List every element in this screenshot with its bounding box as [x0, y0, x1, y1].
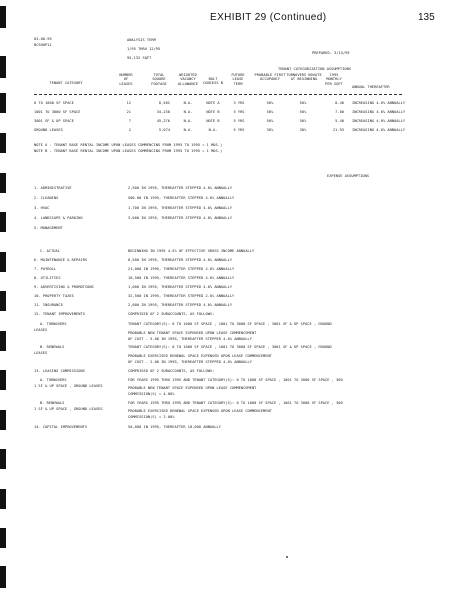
assumption-value: 8,500 IN 1995, THEREAFTER STEPPED 4.0% ANNUALLY: [128, 258, 233, 262]
assumption-value: OF COST - 2.00 IN 1995, THEREAFTER STEPPED 4.0% ANNUALLY: [128, 360, 252, 364]
tenant-row-first-occupancy: 50%: [266, 101, 274, 105]
table-note: NOTE B - TENANT BASE RENTAL INCOME UPON LEASES COMMENCING FROM 1995 TO 1995 = 1 MOS.): [34, 149, 223, 153]
assumption-value: 2,000 IN 1995, THEREAFTER STEPPED 4.0% ANNUALLY: [128, 303, 233, 307]
assumption-value: COMPRISED OF 2 SUBACCOUNTS, AS FOLLOWS:: [128, 369, 215, 373]
expense-item-label: 1. ADMINISTRATIVE: [34, 186, 72, 190]
col-header-monthly-per-sqft: 1995 MONTHLY PER SQFT: [325, 73, 343, 86]
col-header-annual-thereafter: ANNUAL THEREAFTER: [352, 85, 390, 89]
assumption-value: BEGINNING IN 1995 4.5% OF EFFECTIVE GROSS INCOME ANNUALLY: [128, 249, 255, 253]
tenant-row-leases: 7: [128, 119, 131, 123]
tenant-row-square-footage: 45,276: [156, 119, 170, 123]
tenant-row-turnovers: 30%: [299, 128, 307, 132]
col-header-future-lease-term: FUTURE LEASE TERM: [231, 73, 245, 86]
tenant-row-leases: 2: [128, 128, 131, 132]
header-prepared-date: PREPARED- 3/15/95: [312, 51, 350, 55]
expense-section-title: EXPENSE ASSUMPTIONS: [327, 174, 370, 178]
header-analysis-period: 1/95 THRU 12/95: [127, 47, 161, 51]
tenant-row-category: 0 TO 1000 SF SPACE: [34, 101, 74, 105]
tenant-row-lease-term: 5 YRS: [233, 128, 245, 132]
tenant-row-vacancy: N.A.: [183, 119, 193, 123]
tenant-row-monthly-rate: 0.40: [335, 101, 344, 105]
tenant-row-annual-increase: INCREASING 4.0% ANNUALLY: [352, 110, 406, 114]
assumption-label: 11. INSURANCE: [34, 303, 63, 307]
page-number: 135: [418, 12, 435, 23]
col-header-turnovers: TURNOVERS NOVATE AT BEGINNING: [286, 73, 322, 82]
exhibit-title: EXHIBIT 29 (Continued): [210, 12, 327, 23]
tenant-row-annual-increase: INCREASING 4.0% ANNUALLY: [352, 119, 406, 123]
tenant-row-monthly-rate: 5.40: [335, 119, 344, 123]
assumption-value: OF COST - 5.00 IN 1995, THEREAFTER STEPPED 4.0% ANNUALLY: [128, 337, 252, 341]
binder-mark: [0, 56, 6, 78]
col-header-total-square-footage: TOTAL SQUARE FOOTAGE: [151, 73, 167, 86]
assumption-label: C. ACTUAL: [40, 249, 60, 253]
col-header-weighted-vacancy: WEIGHTED VACANCY ALLOWANCE: [178, 73, 198, 86]
tenant-row-monthly-rate: 7.00: [335, 110, 344, 114]
tenant-row-concession: NOTE B: [206, 119, 220, 123]
header-report-id: BCSHOP11: [34, 43, 52, 47]
binder-mark: [0, 93, 6, 113]
col-header-probable-first-occupancy: PROBABLE FIRST OCCUPANCY: [254, 73, 286, 82]
assumption-label: A. TURNOVERS: [40, 378, 67, 382]
tenant-row-concession: NOTE B: [206, 110, 220, 114]
assumption-value: PROBABLE NEW TENANT SPACE EXPENSED UPON LEASE COMMENCEMENT: [128, 386, 257, 390]
tenant-row-annual-increase: INCREASING 4.0% ANNUALLY: [352, 128, 406, 132]
expense-item-value: 3,000 IN 1995, THEREAFTER STEPPED 4.0% ANNUALLY: [128, 216, 233, 220]
tenant-row-lease-term: 5 YRS: [233, 110, 245, 114]
assumption-value: 50,000 IN 1995, THEREAFTER 10,000 ANNUALLY: [128, 425, 221, 429]
assumption-value: TENANT CATEGORY(S): 0 TO 1000 SF SPACE , 1001 TO 3000 SF SPACE , 3001 SF & UP SPACE , GROUND: [128, 345, 332, 349]
tenant-row-concession: NOTE A: [206, 101, 220, 105]
binder-mark: [0, 6, 6, 28]
expense-item-label: 4. LANDSCAPE & PARKING: [34, 216, 83, 220]
expense-item-value: 2,500 IN 1995, THEREAFTER STEPPED 4.0% ANNUALLY: [128, 186, 233, 190]
binder-mark: [0, 252, 6, 272]
binder-mark: [0, 173, 6, 193]
expense-item-label: 5. MANAGEMENT: [34, 226, 63, 230]
col-header-tenant-category: TENANT CATEGORY: [49, 81, 83, 85]
tenant-row-turnovers: 50%: [299, 119, 307, 123]
assumption-value: 10,500 IN 1995, THEREAFTER STEPPED 4.0% ANNUALLY: [128, 276, 235, 280]
expense-item-value: 500.00 IN 1995, THEREAFTER STEPPED 4.0% ANNUALLY: [128, 196, 235, 200]
binder-mark: [0, 489, 6, 509]
binder-mark: [0, 133, 6, 153]
tenant-row-category: 3001 SF & UP SPACE: [34, 119, 74, 123]
expense-item-value: 1,700 IN 1995, THEREAFTER STEPPED 4.0% ANNUALLY: [128, 206, 233, 210]
assumption-label: 9. ADVERTISING & PROMOTIONS: [34, 285, 94, 289]
tenant-row-square-footage: 5,074: [158, 128, 170, 132]
assumption-label: B. RENEWALS: [40, 345, 65, 349]
tenant-row-lease-term: 3 YRS: [233, 101, 245, 105]
tenant-row-monthly-rate: 21.93: [332, 128, 344, 132]
table-note: NOTE A - TENANT BASE RENTAL INCOME UPON LEASES COMMENCING FROM 1995 TO 1995 = 1 MOS.): [34, 143, 223, 147]
binder-mark: [0, 370, 6, 390]
tenant-row-leases: 21: [126, 110, 131, 114]
assumption-label: 1 SF & UP SPACE , GROUND LEASES: [34, 407, 103, 411]
assumption-label: 1 SF & UP SPACE , GROUND LEASES: [34, 384, 103, 388]
tenant-row-annual-increase: INCREASING 4.0% ANNUALLY: [352, 101, 406, 105]
tenant-row-category: GROUND LEASES: [34, 128, 63, 132]
assumption-value: TENANT CATEGORY(S): 0 TO 1000 SF SPACE , 1001 TO 3000 SF SPACE , 3001 SF & UP SPACE , GROUND: [128, 322, 332, 326]
tenant-row-first-occupancy: 50%: [266, 110, 274, 114]
table-header-rule: [34, 94, 402, 95]
tenant-row-square-footage: 34,238: [156, 110, 170, 114]
assumption-value: PROBABLE NEW TENANT SPACE EXPENSED UPON LEASE COMMENCEMENT: [128, 331, 257, 335]
tenant-row-first-occupancy: 50%: [266, 119, 274, 123]
tenant-row-concession: N.A.: [208, 128, 218, 132]
tenant-row-first-occupancy: 30%: [266, 128, 274, 132]
header-date: 03-08-95: [34, 37, 52, 41]
expense-item-label: 3. HVAC: [34, 206, 50, 210]
assumption-label: 8. UTILITIES: [34, 276, 61, 280]
binder-mark: [0, 528, 6, 548]
tenant-row-category: 1001 TO 3000 SF SPACE: [34, 110, 81, 114]
binder-mark: [0, 449, 6, 469]
binder-mark: [0, 566, 6, 588]
assumption-value: COMPRISED OF 2 SUBACCOUNTS, AS FOLLOWS:: [128, 312, 215, 316]
assumption-value: FOR YEARS 1995 THRU 1995 AND TENANT CATEGORY(S): 0 TO 1000 SF SPACE , 1001 TO 3000 SF SPACE , 300: [128, 401, 343, 405]
header-analysis-term: ANALYSIS TERM: [127, 38, 156, 42]
assumption-label: LEASES: [34, 328, 48, 332]
assumption-value: 21,000 IN 1995, THEREAFTER STEPPED 4.0% ANNUALLY: [128, 267, 235, 271]
assumption-value: FOR YEARS 1995 THRU 1995 AND TENANT CATEGORY(S): 0 TO 1000 SF SPACE , 1001 TO 3000 SF SPACE , 300: [128, 378, 343, 382]
tenant-row-turnovers: 50%: [299, 101, 307, 105]
binder-mark: [0, 331, 6, 351]
assumption-label: B. RENEWALS: [40, 401, 65, 405]
assumption-value: 32,500 IN 1995, THEREAFTER STEPPED 2.0% ANNUALLY: [128, 294, 235, 298]
assumption-label: 10. PROPERTY TAXES: [34, 294, 74, 298]
assumption-value: 1,000 IN 1995, THEREAFTER STEPPED 4.0% ANNUALLY: [128, 285, 233, 289]
tenant-row-vacancy: N.A.: [183, 128, 193, 132]
tenant-row-lease-term: 5 YRS: [233, 119, 245, 123]
header-square-feet: 95,132 SQFT: [127, 56, 152, 60]
tenant-row-square-footage: 8,562: [158, 101, 170, 105]
tenant-table-title: TENANT CATEGORIZATION ASSUMPTIONS: [278, 67, 352, 71]
assumption-label: 6. MAINTENANCE & REPAIRS: [34, 258, 88, 262]
expense-item-label: 2. CLEANING: [34, 196, 59, 200]
tenant-row-leases: 12: [126, 101, 131, 105]
assumption-value: PROBABLE EXERCISED RENEWAL SPACE EXPENSED UPON LEASE COMMENCEMENT: [128, 354, 272, 358]
binder-mark: [0, 410, 6, 430]
assumption-label: A. TURNOVERS: [40, 322, 67, 326]
col-header-bult-concession: BULT CONCESS N: [203, 77, 223, 86]
tenant-row-vacancy: N.A.: [183, 110, 193, 114]
scan-speck: [286, 556, 288, 558]
col-header-number-of-leases: NUMBER OF LEASES: [119, 73, 133, 86]
assumption-label: 12. TENANT IMPROVEMENTS: [34, 312, 85, 316]
assumption-label: 13. LEASING COMMISSIONS: [34, 369, 85, 373]
assumption-value: PROBABLE EXERCISED RENEWAL SPACE EXPENSED UPON LEASE COMMENCEMENT: [128, 409, 272, 413]
assumption-label: LEASES: [34, 351, 48, 355]
assumption-value: COMMISSION(S) = 2.00%: [128, 415, 175, 419]
assumption-label: 7. PAYROLL: [34, 267, 57, 271]
tenant-row-turnovers: 50%: [299, 110, 307, 114]
binder-mark: [0, 212, 6, 232]
binder-mark: [0, 291, 6, 311]
assumption-value: COMMISSION(S) = 4.00%: [128, 392, 175, 396]
assumption-label: 14. CAPITAL IMPROVEMENTS: [34, 425, 88, 429]
tenant-row-vacancy: N.A.: [183, 101, 193, 105]
